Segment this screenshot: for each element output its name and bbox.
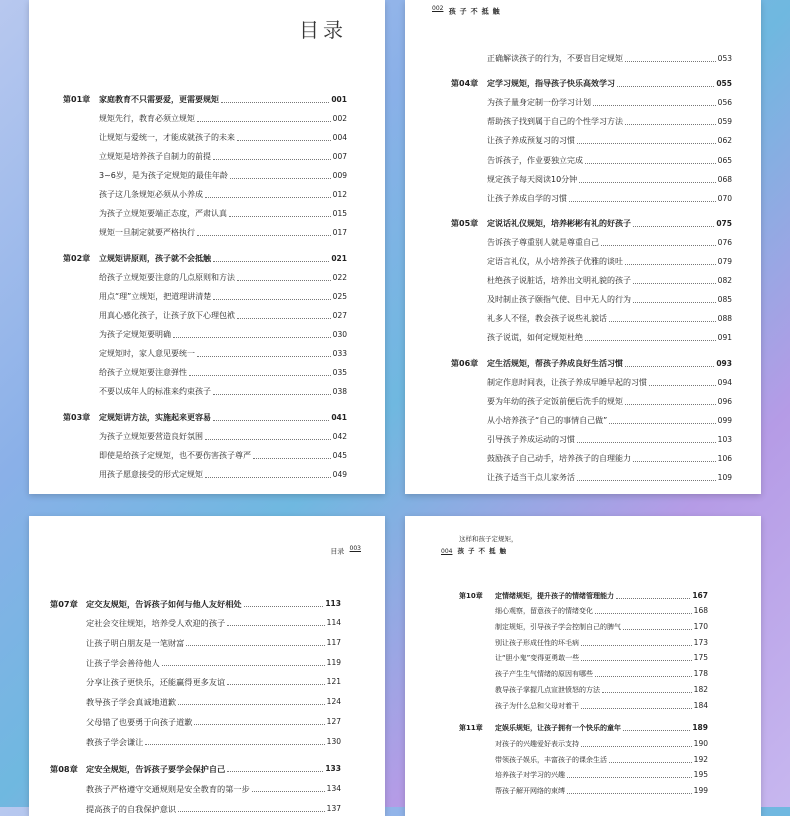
page-number: 021 [331, 254, 347, 263]
section-title: 用点“理”立规矩，把道理讲清楚 [99, 292, 212, 301]
leader-dots [609, 423, 715, 424]
chapter-title: 定情绪规矩，提升孩子的情绪管理能力 [495, 591, 614, 600]
chapter-title: 定交友规矩，告诉孩子如何与他人友好相处 [86, 598, 242, 609]
leader-dots [197, 356, 331, 357]
leader-dots [623, 629, 692, 630]
leader-dots [633, 283, 716, 284]
page-number: 075 [716, 218, 732, 228]
page-number: 130 [326, 736, 341, 746]
chapter-entry [50, 755, 341, 775]
section-entry [451, 445, 732, 464]
chapter-number: 第08章 [50, 764, 78, 775]
chapter-title: 定安全规矩，告诉孩子要学会保护自己 [86, 764, 226, 775]
leader-dots [579, 182, 715, 183]
leader-dots [205, 439, 331, 440]
leader-dots [227, 625, 324, 626]
section-title: 对孩子的兴趣爱好表示支持 [495, 739, 579, 748]
section-title: 从小培养孩子“自己的事情自己做” [487, 415, 608, 425]
chapter-entry [459, 718, 708, 734]
leader-dots [581, 708, 692, 709]
section-title: 孩子这几条规矩必须从小养成 [99, 190, 203, 199]
section-title: 带领孩子娱乐，丰富孩子的课余生活 [495, 755, 607, 764]
chapter-title: 定娱乐规矩，让孩子拥有一个快乐的童年 [495, 724, 621, 733]
section-entry [451, 407, 732, 426]
page-number: 182 [693, 684, 708, 694]
section-title: 立规矩是培养孩子自制力的前提 [99, 152, 211, 161]
page-number: 004 [332, 133, 347, 142]
page-number: 062 [717, 136, 732, 146]
leader-dots [237, 140, 331, 141]
leader-dots [577, 143, 716, 144]
section-entry [451, 267, 732, 286]
page-number: 082 [717, 276, 732, 286]
section-entry [459, 733, 708, 749]
section-title: 教导孩子掌握几点宣泄愤怒的方法 [495, 685, 600, 694]
section-entry [50, 707, 341, 727]
section-title: 让孩子养成自学的习惯 [487, 193, 567, 203]
section-entry [451, 388, 732, 407]
chapter-entry [451, 349, 732, 368]
chapter-entry [459, 585, 708, 601]
page-number: 168 [693, 606, 708, 616]
section-title: 正确解读孩子的行为，不要盲目定规矩 [487, 54, 623, 64]
page-number: 015 [332, 209, 347, 218]
leader-dots [595, 676, 692, 677]
section-entry [459, 749, 708, 765]
section-entry [459, 648, 708, 664]
leader-dots [625, 366, 714, 367]
page-number: 079 [717, 257, 732, 267]
page-number: 117 [326, 638, 341, 648]
section-title: 让孩子养成预复习的习惯 [487, 136, 575, 146]
section-title: 教孩子严格遵守交通规则是安全教育的第一步 [86, 783, 250, 794]
header-page-number: 002 [432, 5, 444, 12]
leader-dots [593, 105, 716, 106]
section-entry [459, 780, 708, 796]
page-number: 119 [326, 657, 341, 667]
section-title: 用孩子愿意接受的形式定规矩 [99, 470, 203, 479]
header-label: 目录 [330, 547, 345, 556]
section-entry [459, 601, 708, 617]
section-entry [50, 628, 341, 648]
toc-list [63, 86, 347, 480]
leader-dots [567, 777, 692, 778]
page-number: 038 [332, 387, 347, 396]
header-page-number: 004 [441, 548, 453, 555]
page-number: 007 [332, 152, 347, 161]
page-number: 033 [332, 349, 347, 358]
chapter-entry [63, 404, 347, 423]
page-number: 022 [332, 273, 347, 282]
section-entry [63, 124, 347, 143]
page-number: 012 [332, 190, 347, 199]
section-entry [451, 324, 732, 343]
page-number: 099 [717, 415, 732, 425]
chapter-title: 立规矩讲原则，孩子就不会抵触 [99, 254, 211, 263]
page-number: 085 [717, 295, 732, 305]
page-number: 199 [693, 785, 708, 795]
section-entry [50, 687, 341, 707]
section-title: 孩子产生生气情绪的原因有哪些 [495, 670, 593, 679]
leader-dots [616, 598, 690, 599]
section-entry [451, 426, 732, 445]
page-number: 175 [693, 653, 708, 663]
header-page-number: 003 [349, 545, 361, 552]
section-title: 教导孩子学会真诚地道歉 [86, 697, 177, 708]
leader-dots [221, 102, 329, 103]
section-entry [459, 632, 708, 648]
page-number: 093 [716, 358, 732, 368]
leader-dots [227, 771, 323, 772]
leader-dots [186, 645, 324, 646]
section-entry [63, 162, 347, 181]
section-entry [459, 616, 708, 632]
section-title: 制定规矩，引导孩子学会控制自己的脾气 [495, 623, 621, 632]
leader-dots [197, 121, 331, 122]
page-number: 094 [717, 377, 732, 387]
section-entry [459, 695, 708, 711]
section-title: 制定作息时间表，让孩子养成早睡早起的习惯 [487, 377, 647, 387]
leader-dots [625, 404, 716, 405]
page-number: 096 [717, 396, 732, 406]
chapter-number: 第01章 [63, 95, 91, 104]
section-title: 给孩子立规矩要注意弹性 [99, 368, 187, 377]
chapter-entry [50, 589, 341, 609]
section-title: 帮助孩子找到属于自己的个性学习方法 [487, 117, 623, 127]
leader-dots [253, 458, 331, 459]
section-title: 别让孩子形成任性的坏毛病 [495, 638, 579, 647]
section-title: 规定孩子每天阅读10分钟 [487, 174, 578, 184]
toc-list [451, 45, 732, 483]
leader-dots [625, 61, 716, 62]
chapter-title: 定规矩讲方法，实施起来更容易 [99, 413, 211, 422]
section-title: 让“胆小鬼”变得更勇敢一些 [495, 654, 580, 663]
section-title: 定规矩时，家人意见要统一 [99, 349, 195, 358]
chapter-number: 第07章 [50, 598, 78, 609]
leader-dots [633, 226, 714, 227]
chapter-entry [63, 245, 347, 264]
page-number: 184 [693, 700, 708, 710]
page-number: 055 [716, 79, 732, 89]
leader-dots [205, 477, 331, 478]
page-number: 178 [693, 669, 708, 679]
section-entry [451, 369, 732, 388]
page-number: 109 [717, 473, 732, 483]
page-number: 001 [331, 95, 347, 104]
leader-dots [229, 216, 331, 217]
section-entry [63, 302, 347, 321]
section-title: 为孩子量身定制一份学习计划 [487, 98, 591, 108]
chapter-title: 定生活规矩，帮孩子养成良好生活习惯 [487, 358, 623, 368]
section-title: 孩子为什么总和父母对着干 [495, 701, 579, 710]
leader-dots [178, 811, 325, 812]
section-entry [451, 229, 732, 248]
leader-dots [577, 442, 716, 443]
section-entry [63, 219, 347, 238]
section-entry [63, 321, 347, 340]
section-entry [63, 105, 347, 124]
page-number: 088 [717, 314, 732, 324]
leader-dots [244, 606, 324, 607]
chapter-entry [451, 70, 732, 89]
section-title: 告诉孩子尊重别人就是尊重自己 [487, 237, 599, 247]
leader-dots [162, 665, 325, 666]
leader-dots [252, 791, 325, 792]
page-number: 189 [692, 723, 708, 733]
toc-page-2 [405, 0, 761, 494]
leader-dots [567, 793, 692, 794]
page-number: 113 [325, 598, 341, 608]
leader-dots [213, 159, 331, 160]
section-title: 让规矩与爱统一，才能成就孩子的未来 [99, 133, 235, 142]
leader-dots [617, 86, 714, 87]
leader-dots [237, 318, 331, 319]
leader-dots [602, 692, 692, 693]
section-title: 为孩子定规矩要明确 [99, 330, 171, 339]
chapter-number: 第11章 [459, 724, 483, 733]
section-entry [63, 378, 347, 397]
chapter-number: 第02章 [63, 254, 91, 263]
section-entry [50, 794, 341, 814]
page-number: 106 [717, 453, 732, 463]
section-entry [459, 679, 708, 695]
section-title: 细心观察，留意孩子的情绪变化 [495, 607, 593, 616]
toc-heading: 目录 [299, 14, 347, 43]
page-number: 025 [332, 292, 347, 301]
page-number: 070 [717, 193, 732, 203]
chapter-title: 定学习规矩，指导孩子快乐高效学习 [487, 79, 615, 89]
leader-dots [213, 420, 329, 421]
section-entry [50, 648, 341, 668]
section-entry [459, 765, 708, 781]
section-title: 礼多人不怪，教会孩子说些礼貌话 [487, 314, 607, 324]
section-title: 3~6岁，是为孩子定规矩的最佳年龄 [99, 171, 228, 180]
section-entry [63, 340, 347, 359]
toc-list [50, 589, 341, 814]
section-entry [451, 108, 732, 127]
section-entry [451, 185, 732, 204]
section-entry [63, 200, 347, 219]
section-title: 教孩子学会谦让 [86, 736, 144, 747]
section-entry [63, 264, 347, 283]
leader-dots [194, 724, 324, 725]
section-title: 培养孩子对学习的兴趣 [495, 771, 565, 780]
section-title: 不要以成年人的标准来约束孩子 [99, 387, 211, 396]
section-title: 帮孩子解开网络的束缚 [495, 786, 565, 795]
section-entry [451, 127, 732, 146]
running-header [330, 545, 361, 556]
leader-dots [585, 163, 716, 164]
section-title: 为孩子立规矩要营造良好氛围 [99, 432, 203, 441]
section-entry [50, 609, 341, 629]
page-number: 076 [717, 237, 732, 247]
section-entry [63, 143, 347, 162]
page-number: 173 [693, 637, 708, 647]
leader-dots [595, 613, 692, 614]
toc-page-1 [29, 0, 385, 494]
running-header [441, 533, 518, 558]
page-number: 068 [717, 174, 732, 184]
page-number: 114 [326, 618, 341, 628]
leader-dots [237, 280, 331, 281]
section-entry [451, 146, 732, 165]
leader-dots [581, 660, 691, 661]
section-entry [451, 286, 732, 305]
section-entry [50, 727, 341, 747]
page-number: 030 [332, 330, 347, 339]
page-number: 049 [332, 470, 347, 479]
section-entry [451, 248, 732, 267]
page-number: 103 [717, 434, 732, 444]
page-number: 170 [693, 622, 708, 632]
page-number: 121 [326, 677, 341, 687]
section-title: 用真心感化孩子，让孩子放下心理包袱 [99, 311, 235, 320]
chapter-entry [63, 86, 347, 105]
section-entry [451, 464, 732, 483]
section-title: 提高孩子的自我保护意识 [86, 803, 177, 814]
header-book-title: 孩子不抵触 [448, 7, 504, 16]
leader-dots [609, 321, 716, 322]
chapter-number: 第04章 [451, 79, 479, 89]
leader-dots [569, 201, 716, 202]
leader-dots [205, 197, 331, 198]
section-entry [63, 181, 347, 200]
section-title: 即使是给孩子定规矩，也不要伤害孩子尊严 [99, 451, 251, 460]
leader-dots [625, 264, 716, 265]
page-number: 192 [693, 754, 708, 764]
leader-dots [173, 337, 331, 338]
chapter-number: 第06章 [451, 358, 479, 368]
leader-dots [601, 245, 716, 246]
page-number: 002 [332, 114, 347, 123]
section-title: 鼓励孩子自己动手，培养孩子的自理能力 [487, 453, 631, 463]
page-number: 133 [325, 764, 341, 774]
page-number: 053 [717, 54, 732, 64]
leader-dots [197, 235, 331, 236]
leader-dots [581, 746, 692, 747]
leader-dots [623, 730, 690, 731]
section-entry [451, 305, 732, 324]
section-entry [451, 89, 732, 108]
page-number: 009 [332, 171, 347, 180]
chapter-entry [451, 210, 732, 229]
leader-dots [625, 124, 716, 125]
section-entry [451, 45, 732, 64]
leader-dots [633, 302, 716, 303]
leader-dots [230, 178, 331, 179]
section-title: 规矩先行，教育必须立规矩 [99, 114, 195, 123]
chapter-number: 第10章 [459, 591, 483, 600]
leader-dots [213, 299, 330, 300]
section-title: 要为年幼的孩子定饭前便后洗手的规矩 [487, 396, 623, 406]
chapter-number: 第03章 [63, 413, 91, 422]
leader-dots [213, 261, 329, 262]
leader-dots [581, 645, 692, 646]
page-number: 190 [693, 738, 708, 748]
chapter-number: 第05章 [451, 218, 479, 228]
chapter-title: 定说话礼仪规矩，培养彬彬有礼的好孩子 [487, 218, 631, 228]
chapter-title: 家庭教育不只需要爱，更需要规矩 [99, 95, 219, 104]
page-number: 035 [332, 368, 347, 377]
section-title: 引导孩子养成运动的习惯 [487, 434, 575, 444]
section-title: 让孩子明白朋友是一笔财富 [86, 638, 185, 649]
page-number: 195 [693, 770, 708, 780]
section-entry [459, 663, 708, 679]
page-number: 045 [332, 451, 347, 460]
section-entry [63, 442, 347, 461]
section-title: 孩子说谎，如何定规矩杜绝 [487, 333, 583, 343]
section-entry [63, 359, 347, 378]
leader-dots [145, 744, 324, 745]
toc-list [459, 585, 708, 796]
leader-dots [585, 340, 716, 341]
section-entry [63, 283, 347, 302]
section-title: 定社会交往规矩，培养受人欢迎的孩子 [86, 618, 226, 629]
page-number: 056 [717, 98, 732, 108]
section-entry [50, 774, 341, 794]
section-title: 让孩子适当干点儿家务活 [487, 473, 575, 483]
leader-dots [649, 385, 716, 386]
leader-dots [609, 762, 692, 763]
toc-page-3 [29, 516, 385, 816]
page-number: 137 [326, 803, 341, 813]
page-number: 167 [692, 590, 708, 600]
page-number: 059 [717, 117, 732, 127]
section-title: 父母错了也要勇于向孩子道歉 [86, 716, 193, 727]
section-entry [63, 423, 347, 442]
page-number: 124 [326, 697, 341, 707]
header-subtitle: 这样和孩子定规矩， [459, 535, 518, 543]
section-title: 及时制止孩子颐指气使、目中无人的行为 [487, 295, 631, 305]
leader-dots [213, 394, 331, 395]
page-number: 134 [326, 783, 341, 793]
section-title: 分享让孩子更快乐，还能赢得更多友谊 [86, 677, 226, 688]
leader-dots [227, 684, 324, 685]
section-title: 定语言礼仪，从小培养孩子优雅的谈吐 [487, 257, 623, 267]
page-number: 091 [717, 333, 732, 343]
header-book-title: 孩子不抵触 [457, 547, 511, 555]
section-title: 为孩子立规矩要端正态度，严肃认真 [99, 209, 227, 218]
toc-page-4 [405, 516, 761, 816]
page-number: 027 [332, 311, 347, 320]
page-number: 017 [332, 228, 347, 237]
page-number: 041 [331, 413, 347, 422]
section-title: 告诉孩子，作业要独立完成 [487, 155, 583, 165]
section-title: 让孩子学会善待他人 [86, 657, 160, 668]
section-title: 给孩子立规矩要注意的几点原则和方法 [99, 273, 235, 282]
leader-dots [577, 480, 716, 481]
section-entry [50, 668, 341, 688]
section-entry [451, 166, 732, 185]
section-entry [63, 461, 347, 480]
page-number: 127 [326, 716, 341, 726]
page-number: 042 [332, 432, 347, 441]
running-header [432, 5, 504, 16]
leader-dots [633, 461, 716, 462]
section-title: 规矩一旦制定就要严格执行 [99, 228, 195, 237]
leader-dots [189, 375, 331, 376]
leader-dots [178, 704, 325, 705]
section-title: 杜绝孩子说脏话，培养出文明礼貌的孩子 [487, 276, 631, 286]
page-number: 065 [717, 155, 732, 165]
